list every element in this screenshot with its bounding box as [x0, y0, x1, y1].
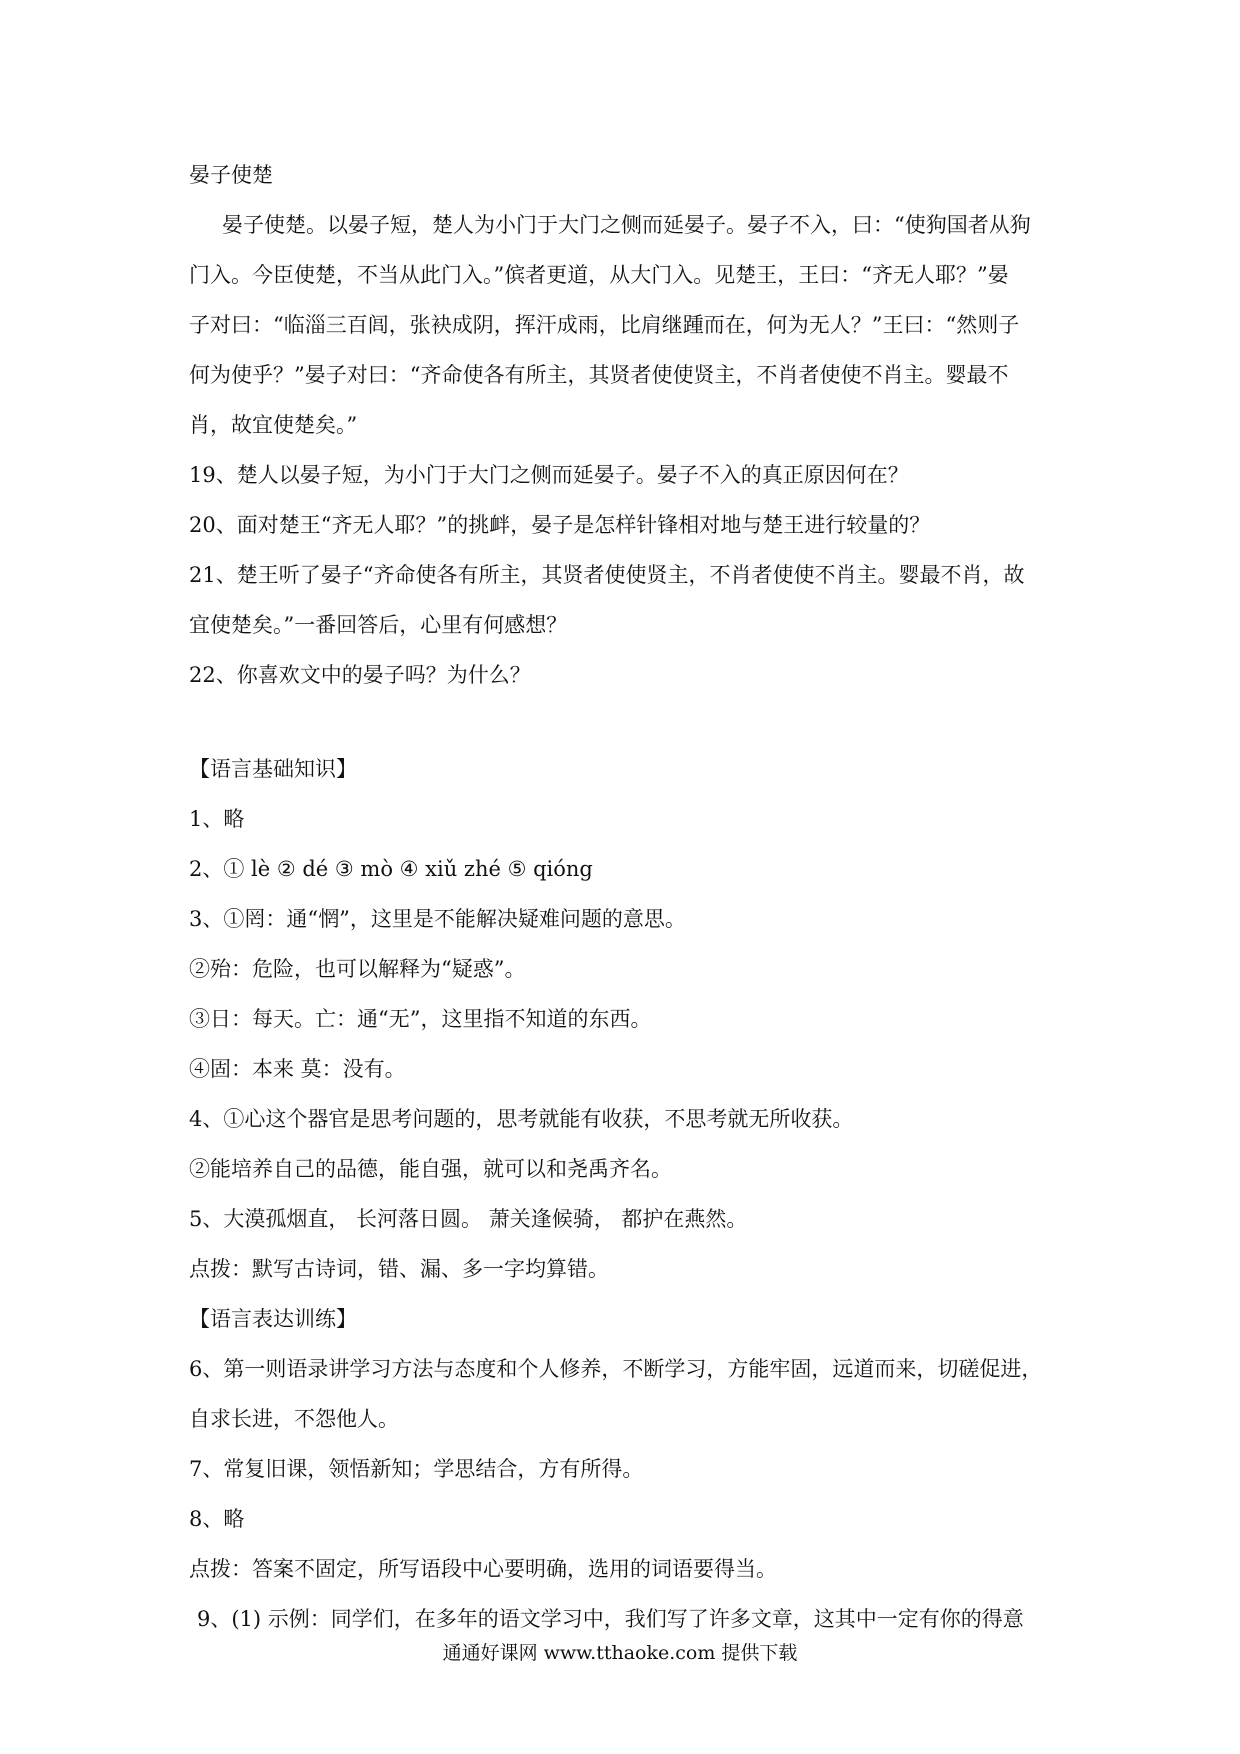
document-body [189, 150, 1059, 1644]
answer-line: ②殆：危险，也可以解释为“疑惑”。 [189, 957, 526, 981]
question-21-continued: 宜使楚矣。”一番回答后，心里有何感想？ [189, 613, 568, 637]
answer-line: 2、① lè ② dé ③ mò ④ xiǔ zhé ⑤ qióng [189, 857, 593, 881]
answer-line: 7、常复旧课，领悟新知；学思结合，方有所得。 [189, 1457, 644, 1481]
passage-title: 晏子使楚 [189, 163, 273, 187]
section-gap [189, 700, 1059, 744]
passage-line: 子对曰：“临淄三百闾，张袂成阴，挥汗成雨，比肩继踵而在，何为无人？”王曰：“然则子 [189, 313, 1020, 337]
answer-line: 3、①罔：通“惘”，这里是不能解决疑难问题的意思。 [189, 907, 686, 931]
question-21: 21、楚王听了晏子“齐命使各有所主，其贤者使使贤主，不肖者使使不肖主。婴最不肖，故 [189, 563, 1025, 587]
question-19: 19、楚人以晏子短，为小门于大门之侧而延晏子。晏子不入的真正原因何在？ [189, 463, 909, 487]
page-footer: 通通好课网 www.tthaoke.com 提供下载 [442, 1642, 798, 1664]
passage-line: 何为使乎？”晏子对曰：“齐命使各有所主，其贤者使使贤主，不肖者使使不肖主。婴最不 [189, 363, 1009, 387]
answer-line: 点拨：答案不固定，所写语段中心要明确，选用的词语要得当。 [189, 1557, 777, 1581]
answer-line: 9、(1) 示例：同学们，在多年的语文学习中，我们写了许多文章，这其中一定有你的得意 [197, 1607, 1024, 1631]
passage-line: 晏子使楚。以晏子短，楚人为小门于大门之侧而延晏子。晏子不入，曰：“使狗国者从狗 [222, 213, 1031, 237]
section-heading-expression-training: 【语言表达训练】 [189, 1307, 357, 1331]
answer-line: 点拨：默写古诗词，错、漏、多一字均算错。 [189, 1257, 609, 1281]
answer-line: 4、①心这个器官是思考问题的，思考就能有收获，不思考就无所收获。 [189, 1107, 854, 1131]
answer-line: 1、略 [189, 807, 245, 831]
answer-line: 8、略 [189, 1507, 245, 1531]
answer-line: ④固：本来 莫：没有。 [189, 1057, 406, 1081]
question-20: 20、面对楚王“齐无人耶？”的挑衅，晏子是怎样针锋相对地与楚王进行较量的？ [189, 513, 931, 537]
passage-line: 肖，故宜使楚矣。” [189, 413, 358, 437]
answer-line: 5、大漠孤烟直， 长河落日圆。 萧关逢候骑， 都护在燕然。 [189, 1207, 748, 1231]
answer-line: 6、第一则语录讲学习方法与态度和个人修养，不断学习，方能牢固，远道而来，切磋促进， [189, 1357, 1043, 1381]
answer-line: ③日：每天。亡：通“无”，这里指不知道的东西。 [189, 1007, 652, 1031]
passage-line: 门入。今臣使楚，不当从此门入。”傧者更道，从大门入。见楚王，王曰：“齐无人耶？”晏 [189, 263, 1009, 287]
answer-line: ②能培养自己的品德，能自强，就可以和尧禹齐名。 [189, 1157, 672, 1181]
question-22: 22、你喜欢文中的晏子吗？为什么？ [189, 663, 531, 687]
section-heading-basic-knowledge: 【语言基础知识】 [189, 757, 357, 781]
answer-line: 自求长进，不怨他人。 [189, 1407, 399, 1431]
